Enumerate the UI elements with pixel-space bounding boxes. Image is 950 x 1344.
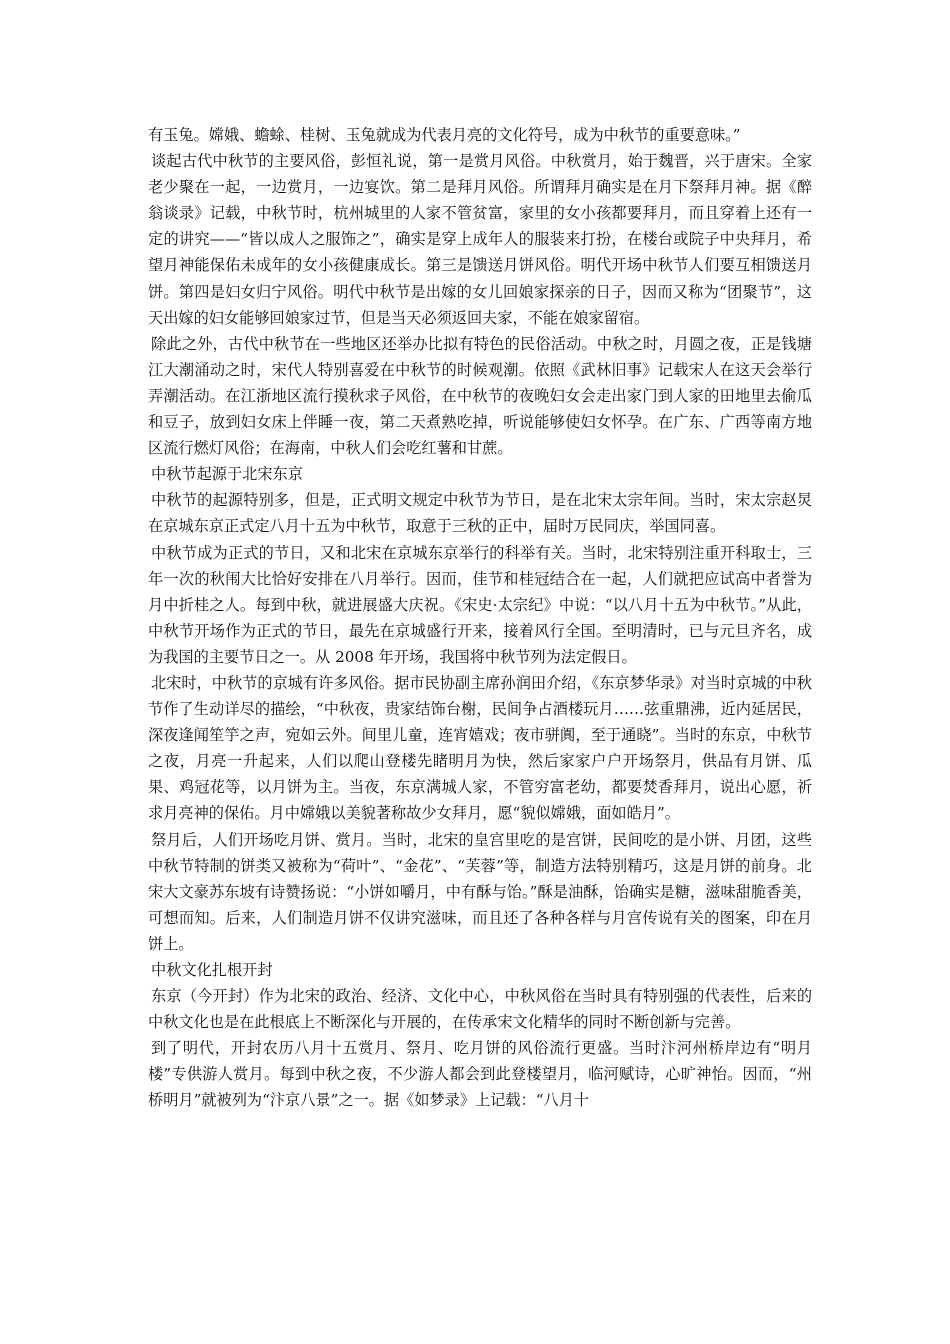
paragraph-5: 中秋节成为正式的节日，又和北宋在京城东京举行的科举有关。当时，北宋特别注重开科取士，三年一次的秋闱大比恰好安排在八月举行。因而，佳节和桂冠结合在一起，人们就把应试高中者誉为月中折桂之人。每到中秋，就进展盛大庆祝。《宋史·太宗纪》中说：“以八月十五为中秋节。”从此，中秋节开场作为正式的节日，最先在京城盛行开来，接着风行全国。至明清时，已与元旦齐名，成为我国的主要节日之一。从 2008 年开场，我国将中秋节列为法定假日。 xyxy=(148,543,812,666)
paragraph-1: 有玉兔。嫦娥、蟾蜍、桂树、玉兔就成为代表月亮的文化符号，成为中秋节的重要意味。” xyxy=(148,126,741,144)
paragraph-7: 祭月后，人们开场吃月饼、赏月。当时，北宋的皇宫里吃的是宫饼，民间吃的是小饼、月团，这些中秋节特制的饼类又被称为“荷叶”、“金花”、“芙蓉”等，制造方法特别精巧，这是月饼的前身。北宋大文豪苏东坡有诗赞扬说：“小饼如嚼月，中有酥与饴。”酥是油酥，饴确实是糖，滋味甜脆香美，可想而知。后来，人们制造月饼不仅讲究滋味，而且还了各种各样与月宫传说有关的图案，印在月饼上。 xyxy=(148,830,812,953)
paragraph-2: 谈起古代中秋节的主要风俗，彭恒礼说，第一是赏月风俗。中秋赏月，始于魏晋，兴于唐宋。全家老少聚在一起，一边赏月，一边宴饮。第二是拜月风俗。所谓拜月确实是在月下祭拜月神。据《醉翁谈录》记载，中秋节时，杭州城里的人家不管贫富，家里的女小孩都要拜月，而且穿着上还有一定的讲究——“皆以成人之服饰之”，确实是穿上成年人的服装来打扮，在楼台或院子中央拜月，希望月神能保佑未成年的女小孩健康成长。第三是馈送月饼风俗。明代开场中秋节人们要互相馈送月饼。第四是妇女归宁风俗。明代中秋节是出嫁的女儿回娘家探亲的日子，因而又称为“团聚节”，这天出嫁的妇女能够回娘家过节，但是当天必须返回夫家，不能在娘家留宿。 xyxy=(148,152,812,327)
section-heading-1: 中秋节起源于北宋东京 xyxy=(151,465,303,484)
paragraph-4: 中秋节的起源特别多，但是，正式明文规定中秋节为节日，是在北宋太宗年间。当时，宋太宗赵炅在京城东京正式定八月十五为中秋节，取意于三秋的正中，届时万民同庆，举国同喜。 xyxy=(148,491,812,536)
paragraph-9: 到了明代，开封农历八月十五赏月、祭月、吃月饼的风俗流行更盛。当时汴河州桥岸边有“明月楼”专供游人赏月。每到中秋之夜，不少游人都会到此登楼望月，临河赋诗，心旷神怡。因而，“州桥明月”就被列为“汴京八景”之一。据《如梦录》上记载：“八月十 xyxy=(148,1039,812,1110)
paragraph-6: 北宋时，中秋节的京城有许多风俗。据市民协副主席孙润田介绍，《东京梦华录》对当时京城的中秋节作了生动详尽的描绘，“中秋夜，贵家结饰台榭，民间争占酒楼玩月……弦重鼎沸，近内延居民，深夜逢闻笙竽之声，宛如云外。间里儿童，连宵嬉戏；夜市骈阗，至于通晓”。当时的东京，中秋节之夜，月亮一升起来，人们以爬山登楼先睹明月为快，然后家家户户开场祭月，供品有月饼、瓜果、鸡冠花等，以月饼为主。当夜，东京满城人家，不管穷富老幼，都要焚香拜月，说出心愿，祈求月亮神的保佑。月中嫦娥以美貌著称故少女拜月，愿“貌似嫦娥，面如皓月”。 xyxy=(148,673,812,823)
document-body xyxy=(148,122,812,1114)
paragraph-3: 除此之外，古代中秋节在一些地区还举办比拟有特色的民俗活动。中秋之时，月圆之夜，正是钱塘江大潮涌动之时，宋代人特别喜爱在中秋节的时候观潮。依照《武林旧事》记载宋人在这天会举行弄潮活动。在江浙地区流行摸秋求子风俗，在中秋节的夜晚妇女会走出家门到人家的田地里去偷瓜和豆子，放到妇女床上伴睡一夜，第二天煮熟吃掉，听说能够使妇女怀孕。在广东、广西等南方地区流行燃灯风俗；在海南，中秋人们会吃红薯和甘蔗。 xyxy=(148,334,812,458)
paragraph-8: 东京（今开封）作为北宋的政治、经济、文化中心，中秋风俗在当时具有特别强的代表性，后来的中秋文化也是在此根底上不断深化与开展的，在传承宋文化精华的同时不断创新与完善。 xyxy=(148,987,812,1032)
section-heading-2: 中秋文化扎根开封 xyxy=(151,961,273,979)
